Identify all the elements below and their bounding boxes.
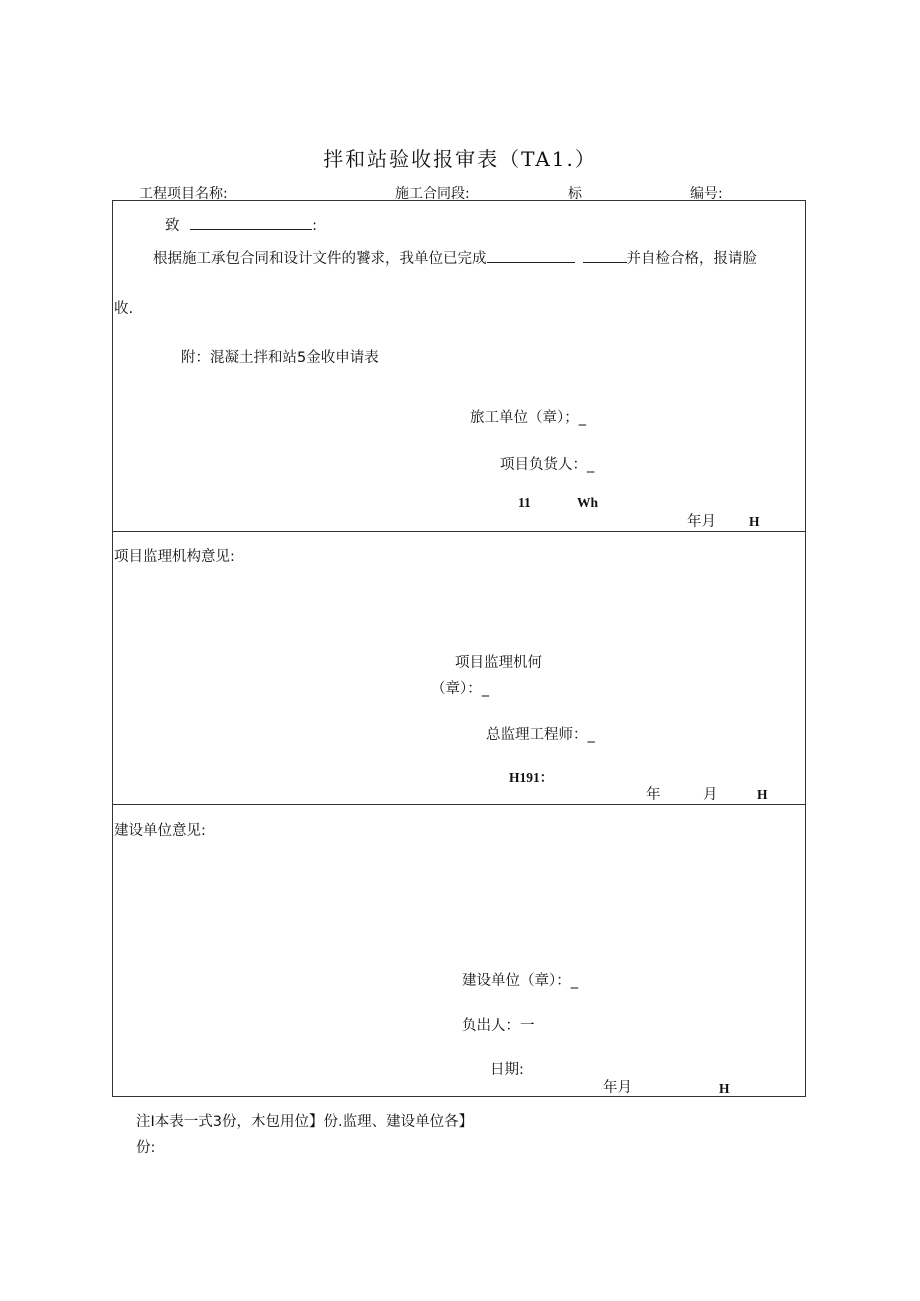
footnote-line-2: 份: [136,1140,156,1156]
body-line-1 [153,247,757,268]
number-label: 编号: [690,186,723,202]
project-name-label: 工程项目名称: [139,186,228,202]
footnote-line-1: 注I本表一式3份，木包用位】份.监理、建设单位各】 [136,1114,474,1130]
body-text-end: 并自检合格，报请脸 [626,251,757,267]
chief-engineer-label: 总监理工程师：_ [486,727,595,743]
to-label: 致 [165,218,180,234]
project-manager-label: 项目负货人：_ [500,457,595,473]
section1-year-month: 年月 [687,514,716,530]
supervision-heading: 项目监理机构意见: [114,549,235,565]
section1-day: H [749,514,760,529]
owner-person-label: 负岀人：一 [462,1018,535,1034]
section-divider-2 [112,804,806,805]
section3-day: H [719,1081,730,1096]
contractor-unit-label: 旅工单位（章）；_ [470,410,586,426]
body-line-2: 收. [114,301,134,317]
work-completed-blank-2[interactable] [583,250,627,263]
addressee-line [165,214,317,235]
form-table [112,200,806,1097]
supervision-date-fragment: H191： [509,770,554,785]
owner-date-label: 日期: [490,1062,524,1078]
section-divider-1 [112,531,806,532]
to-colon: : [312,218,317,234]
supervision-seal-label: （章）：_ [431,681,489,697]
section-suffix: 标 [568,186,582,202]
date-fragment-b: Wh [577,495,599,510]
attachment-note: 附：混凝土拌和站5金收申请表 [181,350,379,366]
work-completed-blank[interactable] [487,250,575,263]
owner-heading: 建设单位意见: [114,823,206,839]
contract-section-label: 施工合同段: [395,186,470,202]
date-fragment-a: 11 [518,495,531,510]
addressee-blank[interactable] [190,217,312,230]
section2-month: 月 [703,787,718,803]
owner-unit-label: 建设单位（章）：_ [462,973,578,989]
supervision-org-label: 项目监理机何 [455,655,542,671]
section2-year: 年 [646,787,661,803]
form-title: 拌和站验收报审表（TA1.） [323,147,597,171]
section3-year-month: 年月 [603,1080,632,1096]
body-text-start: 根据施工承包合同和设计文件的饕求，我单位已完成 [153,251,487,267]
section2-day: H [757,787,768,802]
